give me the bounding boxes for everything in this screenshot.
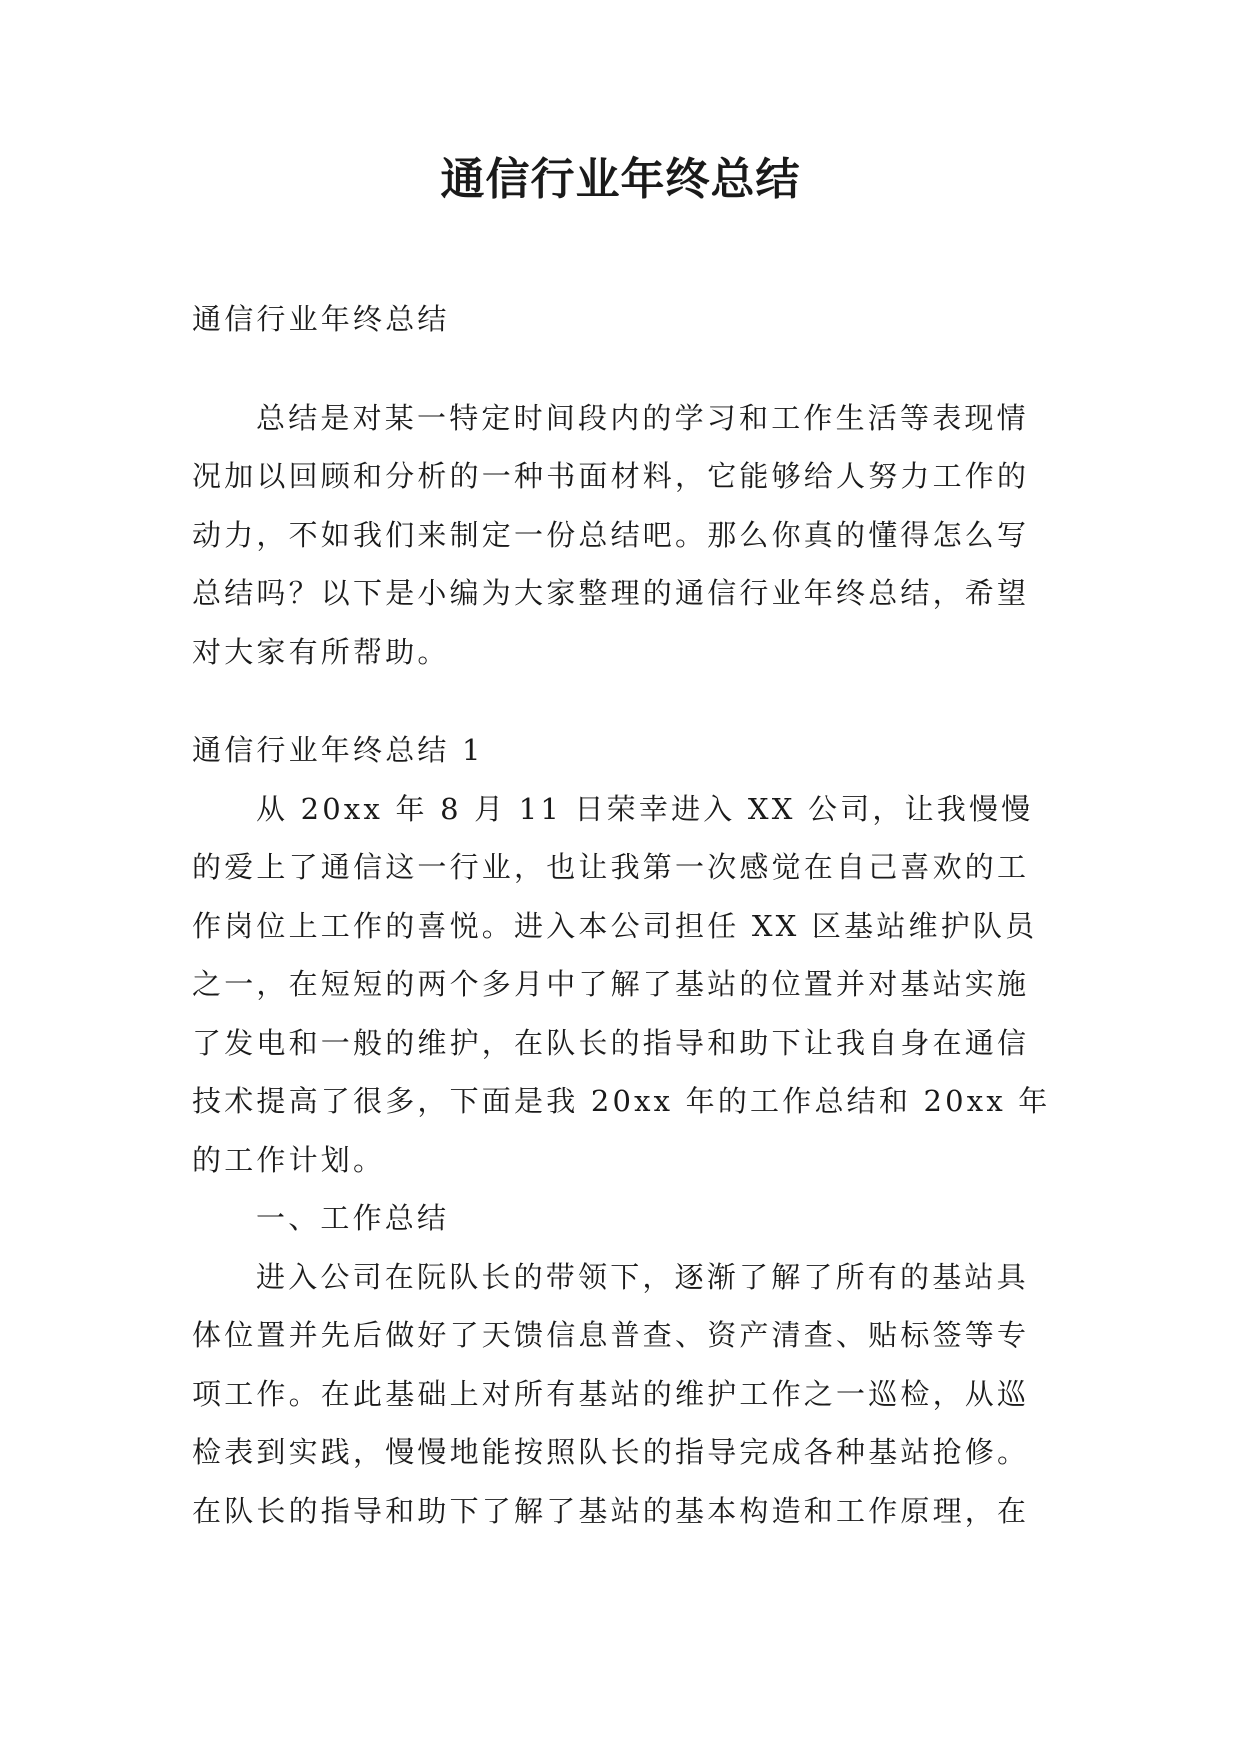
spacer	[192, 681, 1052, 721]
section-paragraph: 从 20xx 年 8 月 11 日荣幸进入 XX 公司，让我慢慢的爱上了通信这一行业，也让我第一次感觉在自己喜欢的工作岗位上工作的喜悦。进入本公司担任 XX 区基站维护队员之一，在短短的两个多月中了解了基站的位置并对基站实施了发电和一般的维护，在队长的指导和助下让我自身在通信技术提高了很多，下面是我 20xx 年的工作总结和 20xx 年的工作计划。	[192, 791, 1051, 1177]
document-title: 通信行业年终总结	[440, 154, 801, 205]
section-heading: 通信行业年终总结 1	[192, 733, 484, 767]
document-body	[192, 290, 1052, 1540]
document-subtitle: 通信行业年终总结	[192, 302, 450, 336]
subsection-heading: 一、工作总结	[256, 1201, 450, 1235]
intro-paragraph: 总结是对某一特定时间段内的学习和工作生活等表现情况加以回顾和分析的一种书面材料，它能够给人努力工作的动力，不如我们来制定一份总结吧。那么你真的懂得怎么写总结吗？以下是小编为大家整理的通信行业年终总结，希望对大家有所帮助。	[192, 400, 1030, 669]
spacer	[192, 349, 1052, 389]
section-paragraph: 进入公司在阮队长的带领下，逐渐了解了所有的基站具体位置并先后做好了天馈信息普查、资产清查、贴标签等专项工作。在此基础上对所有基站的维护工作之一巡检，从巡检表到实践，慢慢地能按照队长的指导完成各种基站抢修。在队长的指导和助下了解了基站的基本构造和工作原理，在	[192, 1259, 1030, 1528]
